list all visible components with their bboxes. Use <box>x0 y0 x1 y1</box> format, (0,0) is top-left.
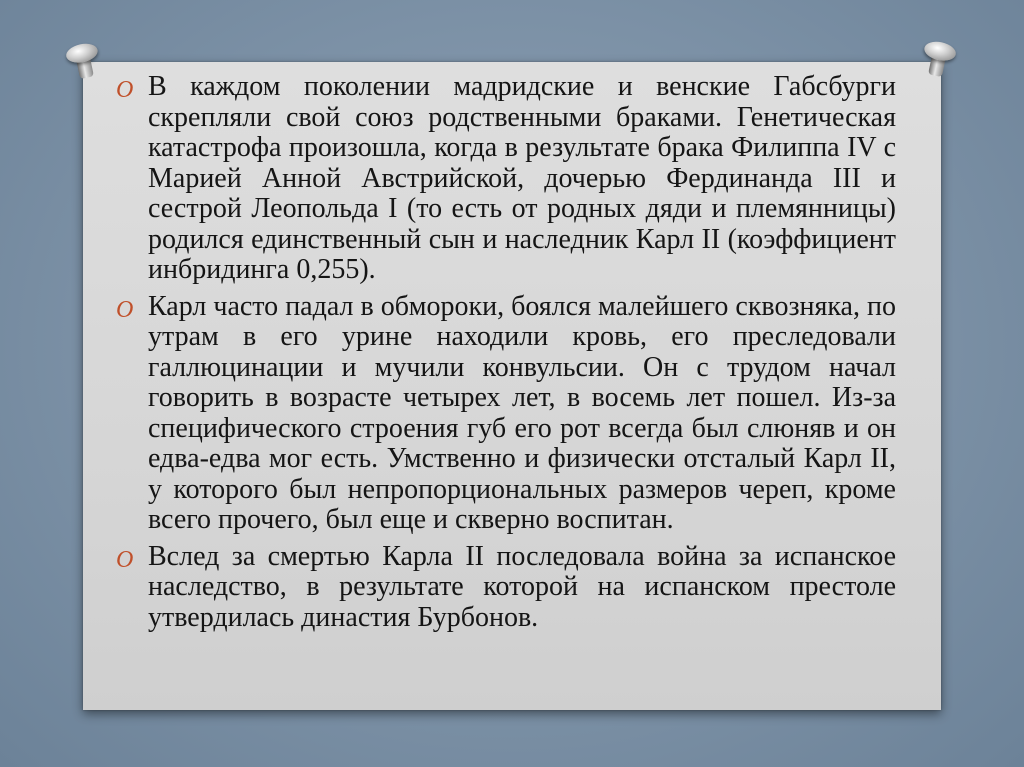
bullet-icon: O <box>116 546 134 573</box>
pushpin-right-icon <box>918 39 957 83</box>
list-item <box>116 292 896 536</box>
paragraph-text: Карл часто падал в обмороки, боялся малейшего сквозняка, по утрам в его урине находили кровь, его преследовали галлюцинации и мучили конвульсии. Он с трудом начал говорить в возрасте четырех лет, в восемь лет пошел. Из-за специфического строения губ его рот всегда был слюняв и он едва-едва мог есть. Умственно и физически отсталый Карл II, у которого был непропорциональных размеров череп, кроме всего прочего, был еще и скверно воспитан. <box>148 290 896 535</box>
bullet-icon: O <box>116 296 134 323</box>
paragraph-text: В каждом поколении мадридские и венские Габсбурги скрепляли свой союз родственными браками. Генетическая катастрофа произошла, когда в результате брака Филиппа IV с Марией Анной Австрийской, дочерью Фердинанда III и сестрой Леопольда I (то есть от родных дяди и племянницы) родился единственный сын и наследник Карл II (коэффициент инбридинга 0,255). <box>148 71 896 285</box>
list-item <box>116 542 896 634</box>
bullet-icon: O <box>116 77 134 103</box>
paragraph-text: Вслед за смертью Карла II последовала война за испанское наследство, в результате которой на испанском престоле утвердилась династия Бурбонов. <box>148 540 896 633</box>
list-item <box>116 72 896 286</box>
bullet-list <box>116 72 896 639</box>
pushpin-left-icon <box>64 41 103 85</box>
